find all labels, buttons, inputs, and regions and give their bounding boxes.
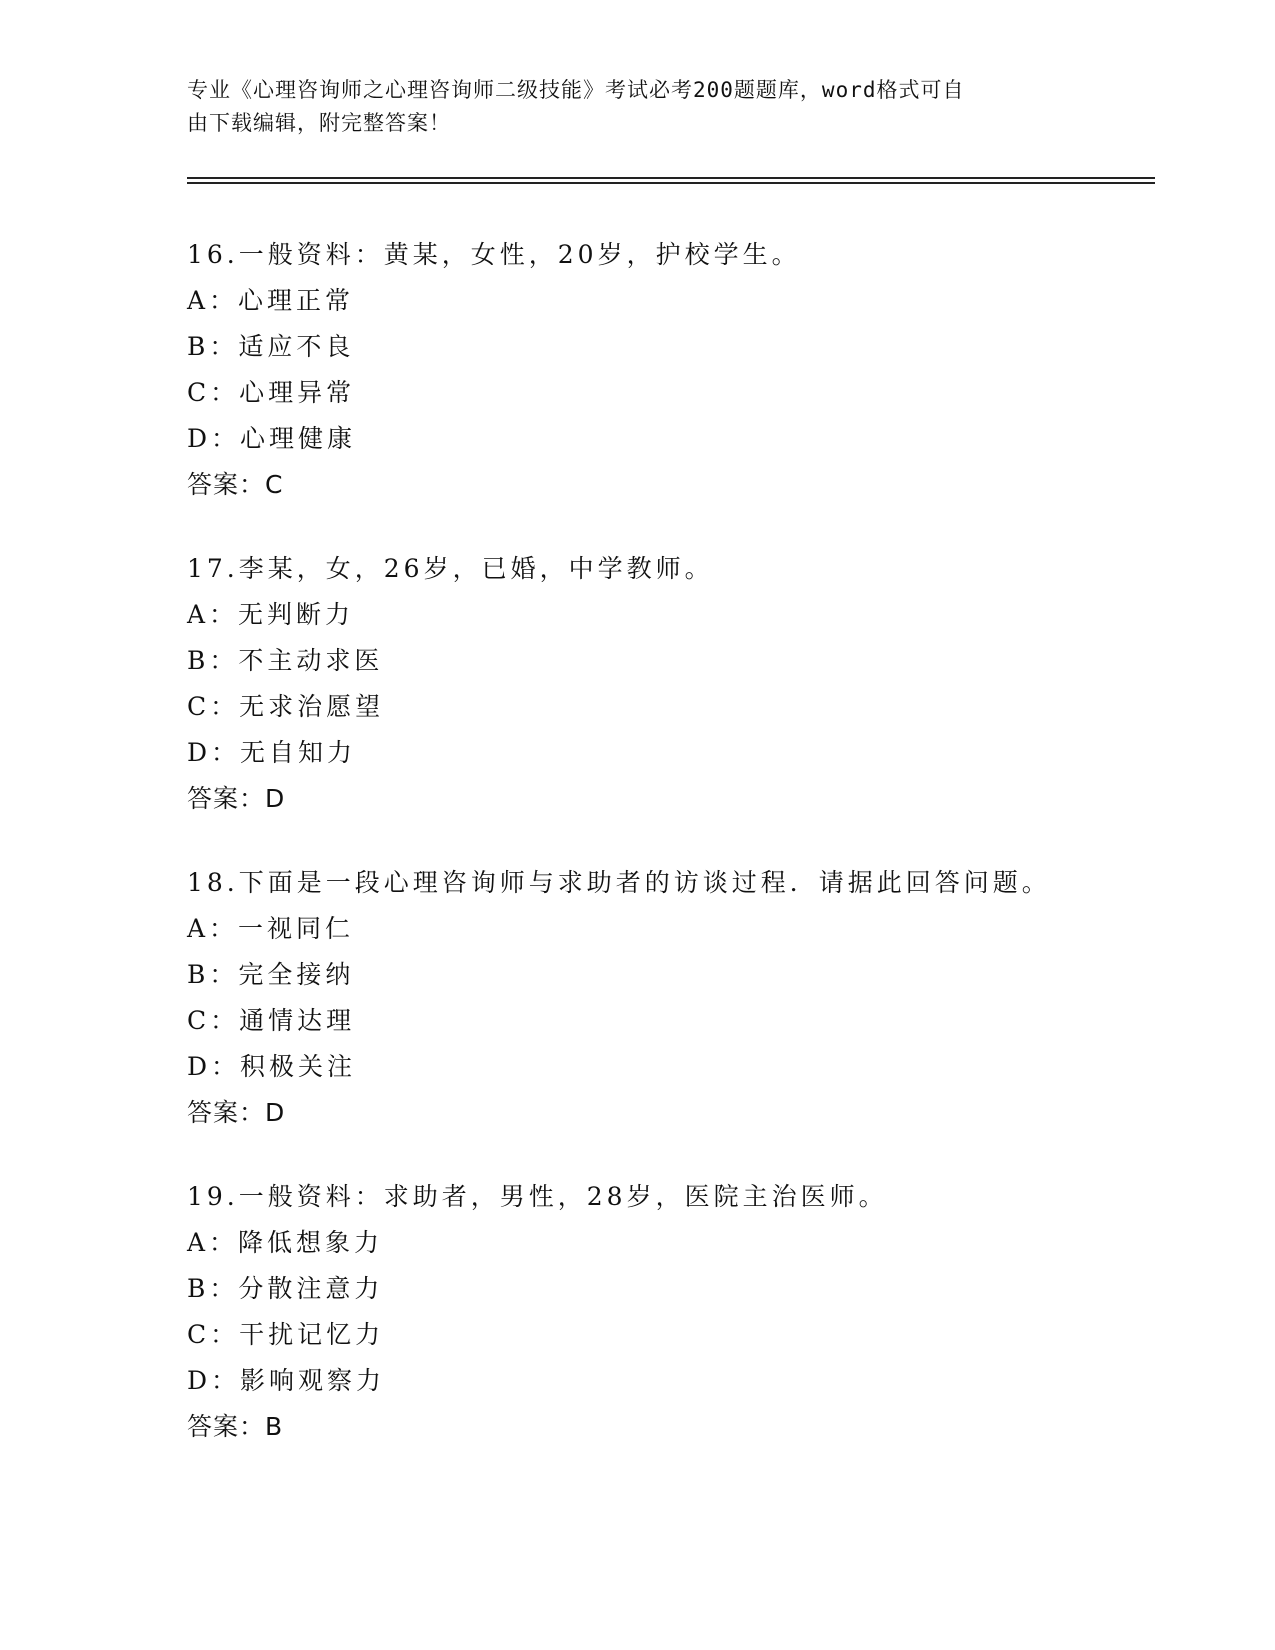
header-divider-bottom [187,182,1155,184]
header-line-1: 专业《心理咨询师之心理咨询师二级技能》考试必考200题题库，word格式可自 [187,78,965,102]
option-a: A：一视同仁 [187,914,355,943]
option-b: B：完全接纳 [187,960,355,989]
question-19 [187,1174,1155,1450]
question-stem: 18.下面是一段心理咨询师与求助者的访谈过程．请据此回答问题。 [187,868,1051,897]
answer-line: 答案：C [187,470,284,499]
option-c: C：干扰记忆力 [187,1320,385,1349]
option-d: D：无自知力 [187,738,357,767]
option-c: C：心理异常 [187,378,356,407]
question-18 [187,860,1155,1136]
question-stem: 17.李某，女，26岁，已婚，中学教师。 [187,554,714,583]
option-d: D：心理健康 [187,424,357,453]
option-c: C：无求治愿望 [187,692,385,721]
header-divider-top [187,177,1155,179]
option-d: D：影响观察力 [187,1366,386,1395]
option-c: C：通情达理 [187,1006,356,1035]
question-stem: 19.一般资料：求助者，男性，28岁，医院主治医师。 [187,1182,888,1211]
answer-line: 答案：B [187,1412,284,1441]
option-a: A：心理正常 [187,286,355,315]
header-line-2: 由下载编辑，附完整答案！ [187,111,451,135]
question-16 [187,232,1155,508]
option-d: D：积极关注 [187,1052,357,1081]
option-b: B：适应不良 [187,332,355,361]
question-17 [187,546,1155,822]
option-b: B：分散注意力 [187,1274,384,1303]
document-header [187,74,1067,140]
answer-line: 答案：D [187,784,286,813]
option-a: A：降低想象力 [187,1228,384,1257]
option-b: B：不主动求医 [187,646,384,675]
answer-line: 答案：D [187,1098,286,1127]
option-a: A：无判断力 [187,600,355,629]
question-stem: 16.一般资料：黄某，女性，20岁，护校学生。 [187,240,801,269]
